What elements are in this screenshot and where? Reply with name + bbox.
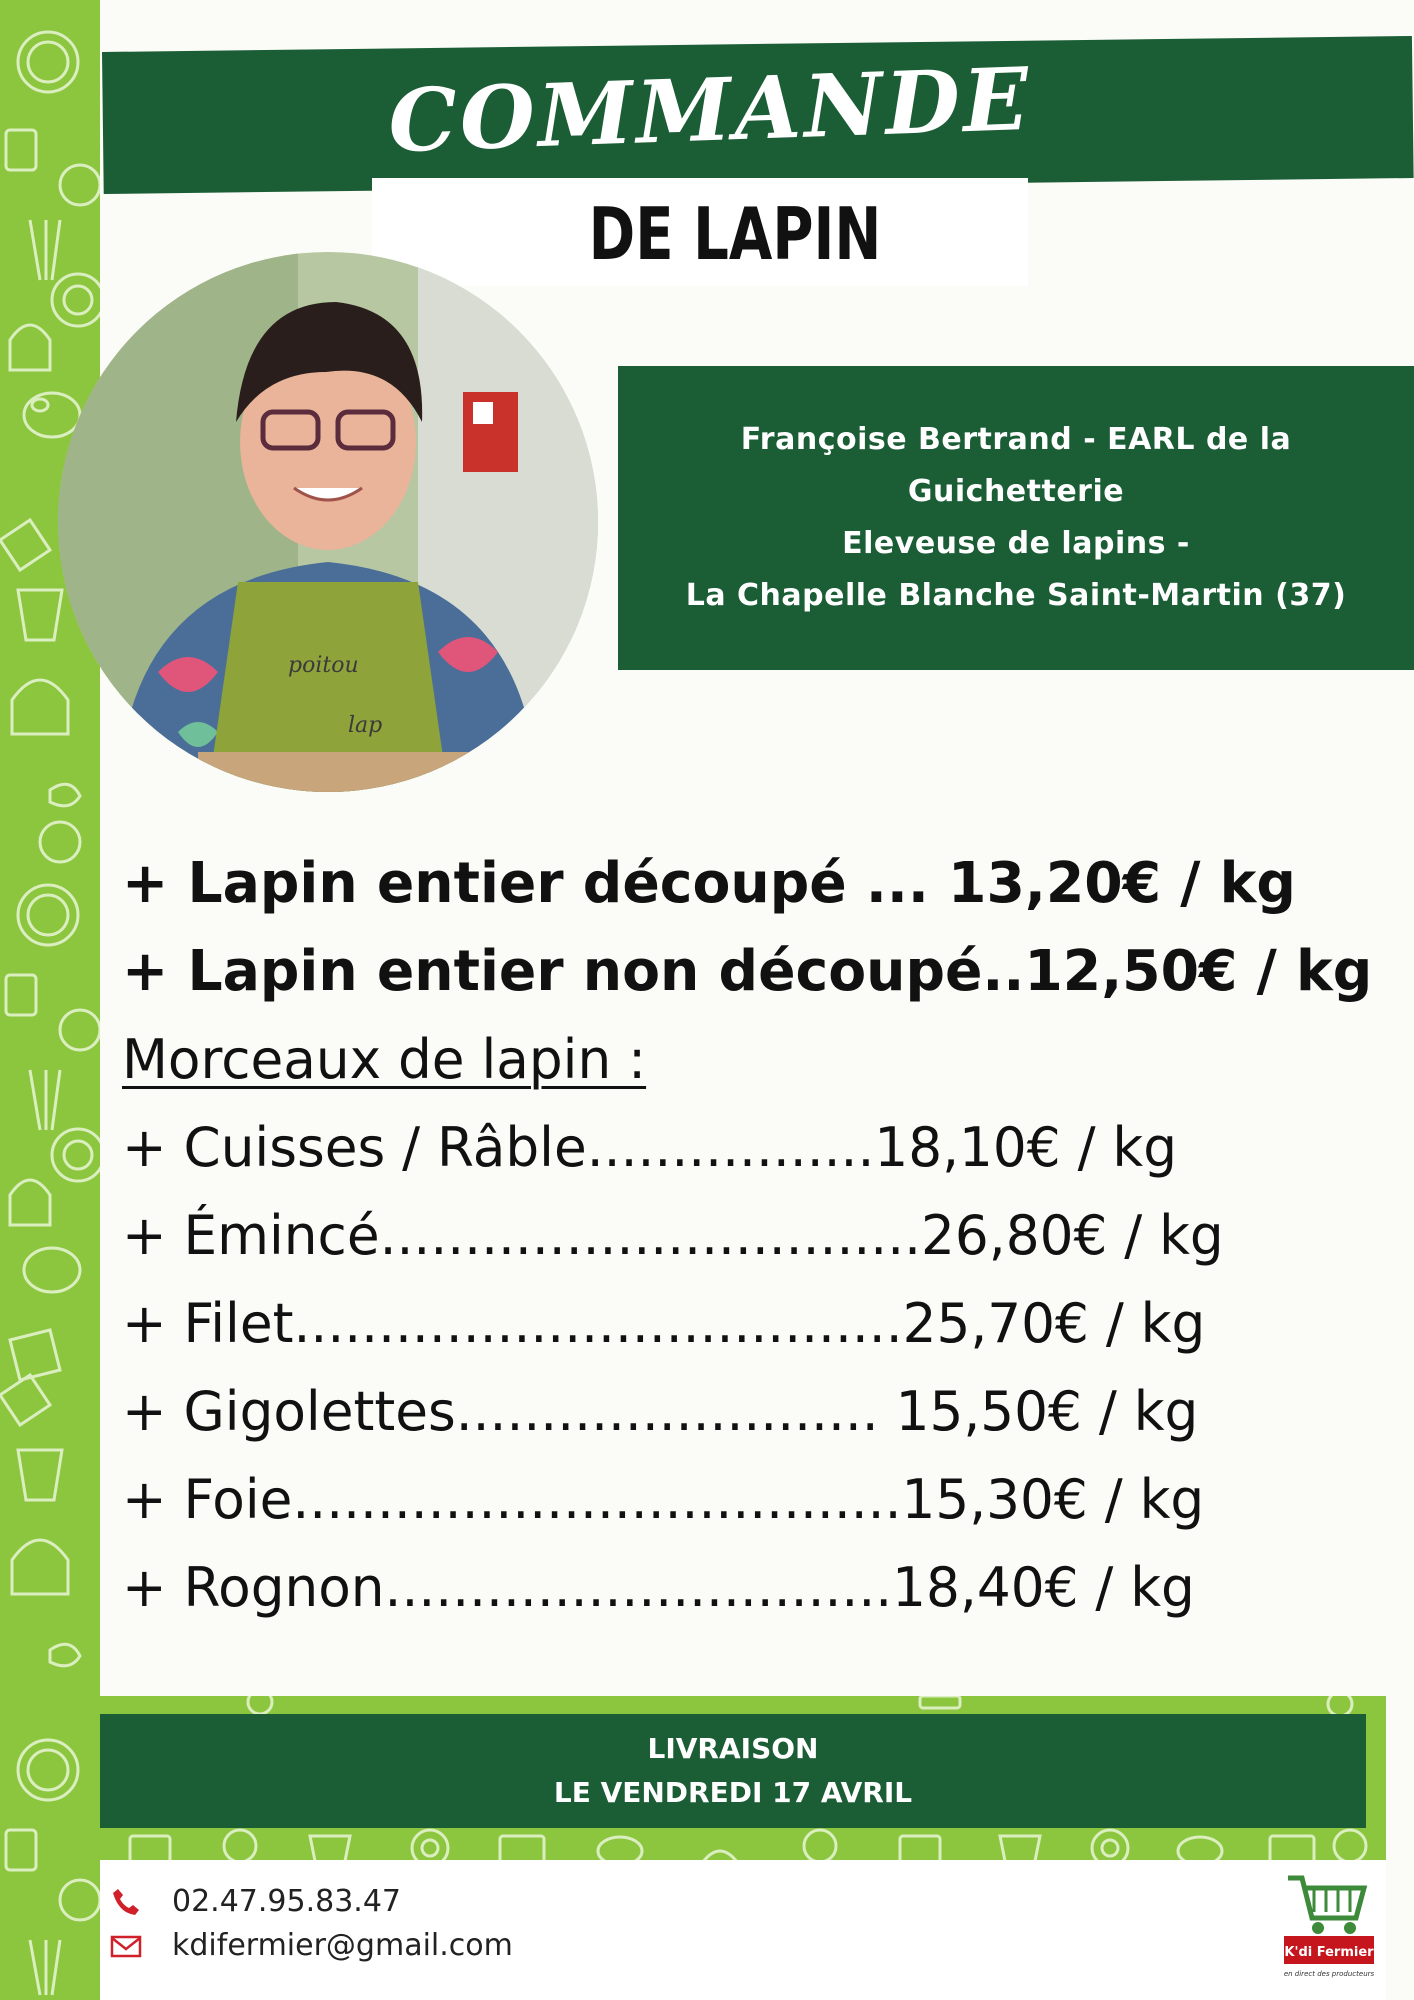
delivery-banner [100,1714,1366,1828]
producer-name: Françoise Bertrand - EARL de la [740,422,1292,457]
product-item-whole-uncut: + Lapin entier non découpé..12,50€ / kg [122,939,1373,1004]
producer-farm: Guichetterie [907,474,1125,509]
contact-phone-row[interactable] [110,1884,401,1919]
delivery-label: LIVRAISON [647,1732,819,1765]
producer-photo [58,252,598,792]
product-item-foie: + Foie....................................15,30€ / kg [122,1468,1205,1531]
phone-icon [110,1886,142,1918]
delivery-date: LE VENDREDI 17 AVRIL [553,1776,913,1809]
logo-name: K'di Fermier [1284,1945,1374,1960]
mail-icon [110,1930,142,1962]
contact-email-row[interactable] [110,1928,513,1963]
product-item-emince: + Émincé................................26,80€ / kg [122,1204,1224,1267]
producer-portrait-icon [58,252,598,792]
contact-email[interactable]: kdifermier@gmail.com [172,1928,513,1963]
page-title: COMMANDE [386,48,1034,173]
page-subtitle: DE LAPIN [588,192,882,276]
kdi-fermier-logo [1278,1866,1378,1982]
product-item-cuisses: + Cuisses / Râble.................18,10€ / kg [122,1116,1178,1179]
product-item-rognon: + Rognon..............................18,40€ / kg [122,1556,1195,1619]
left-decorative-strip [0,0,100,2000]
product-item-whole-cut: + Lapin entier découpé ... 13,20€ / kg [122,851,1296,916]
producer-location: La Chapelle Blanche Saint-Martin (37) [685,578,1347,613]
producer-info-box [618,366,1414,670]
shopping-cart-logo-icon [1278,1866,1378,1982]
product-item-gigolettes: + Gigolettes......................... 15,50€ / kg [122,1380,1199,1443]
section-heading-cuts: Morceaux de lapin : [122,1028,647,1091]
contact-phone[interactable]: 02.47.95.83.47 [172,1884,402,1919]
producer-role: Eleveuse de lapins - [842,526,1190,561]
product-list [122,840,1390,1632]
apron-text: poitou [288,653,359,678]
logo-tagline: en direct des producteurs [1283,1970,1375,1978]
apron-text: lap [348,713,383,738]
product-item-filet: + Filet....................................25,70€ / kg [122,1292,1206,1355]
food-pattern-icon [0,0,100,2000]
